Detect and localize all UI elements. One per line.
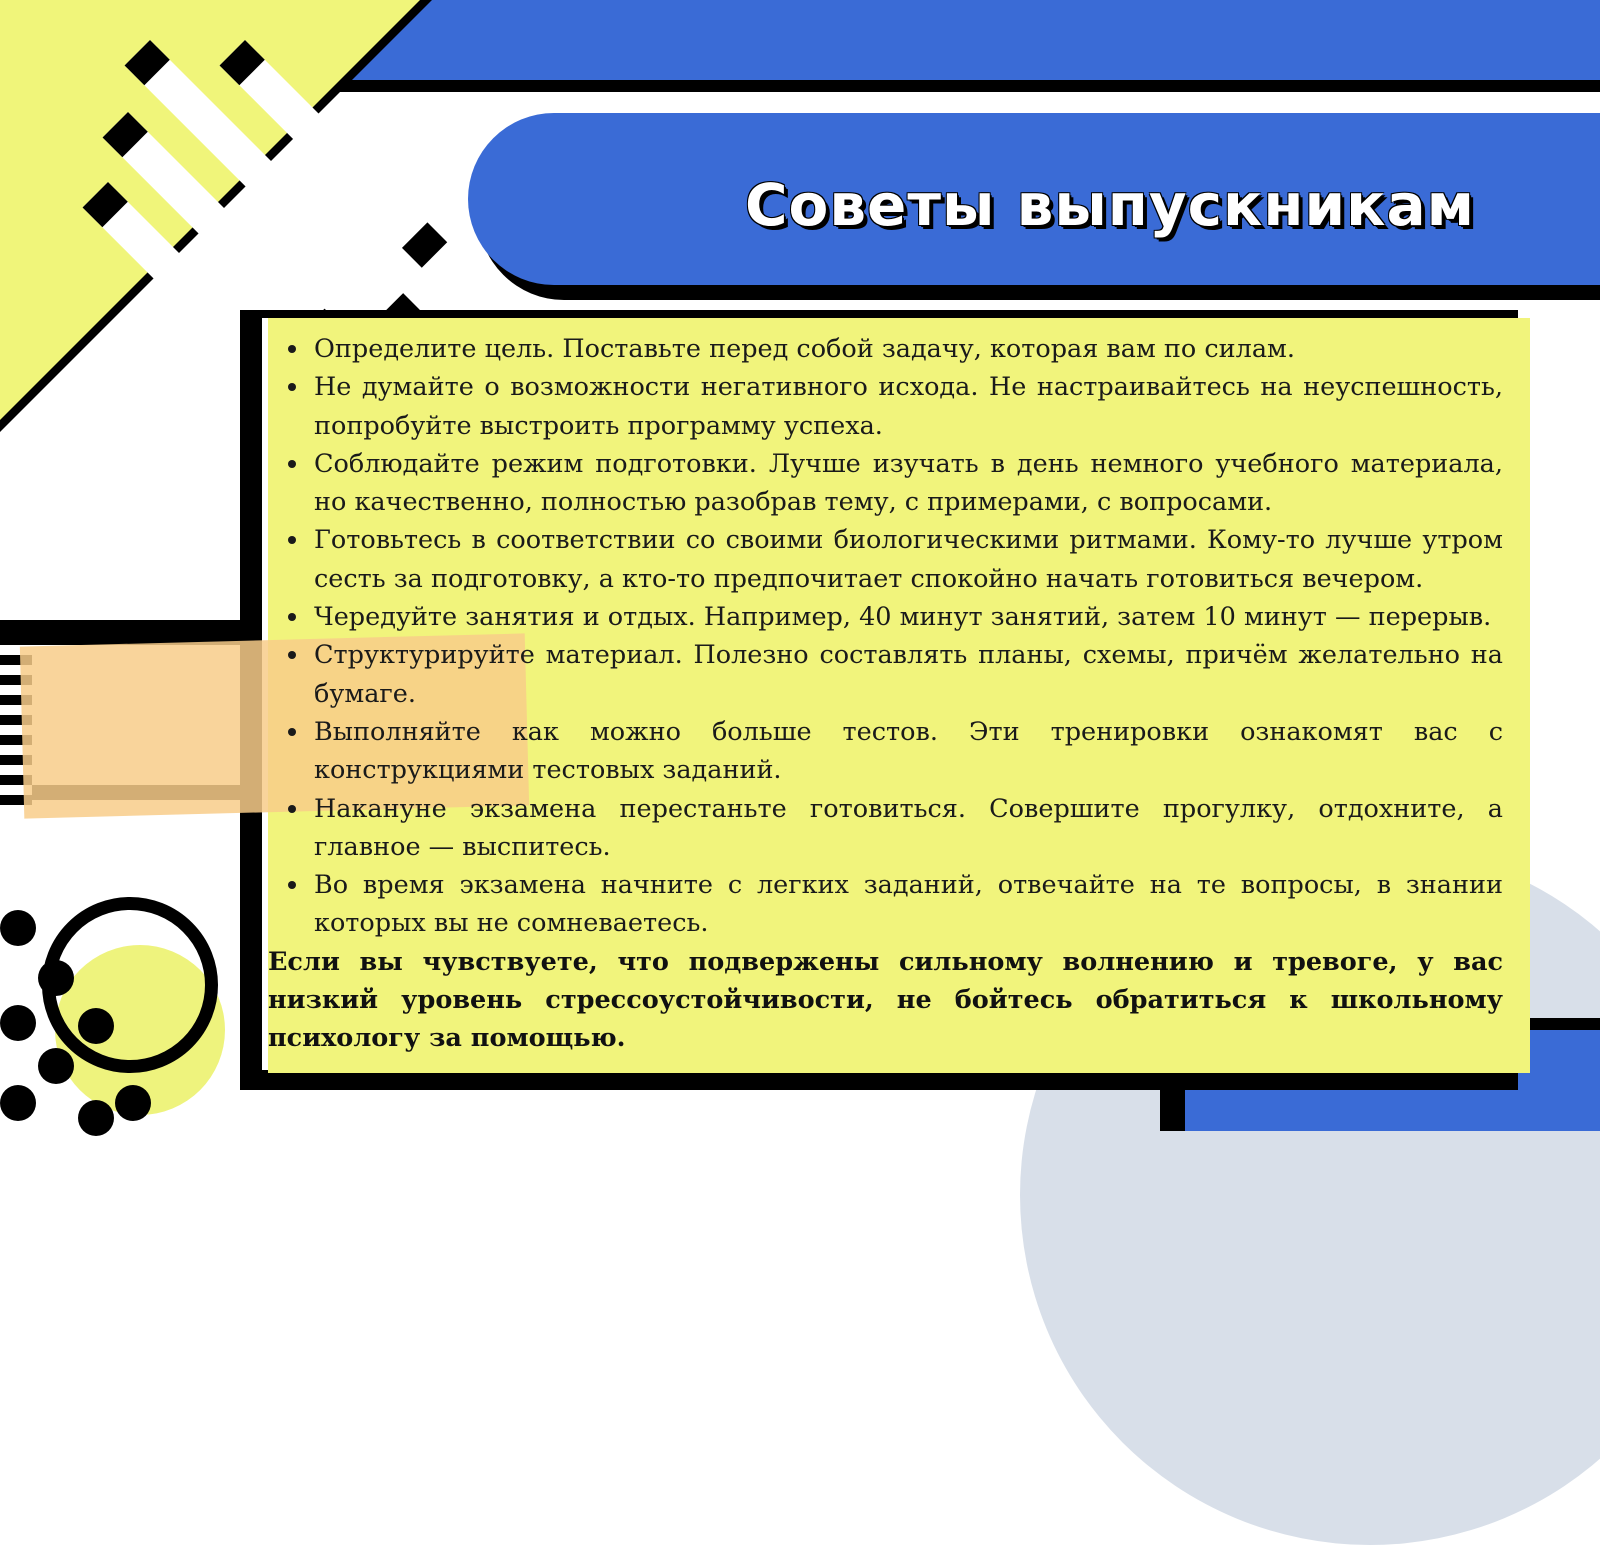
dot-decoration <box>0 1085 36 1121</box>
dot-decoration <box>38 1048 74 1084</box>
dot-decoration <box>115 1085 151 1121</box>
tip-item: Выполняйте как можно больше тестов. Эти тренировки ознакомят вас с конструкциями тестовых заданий. <box>314 713 1503 790</box>
tip-item: Соблюдайте режим подготовки. Лучше изучать в день немного учебного материала, но качественно, полностью разобрав тему, с примерами, с вопросами. <box>314 445 1503 522</box>
tip-item: Во время экзамена начните с легких заданий, отвечайте на те вопросы, в знании которых вы не сомневаетесь. <box>314 866 1503 943</box>
tip-item: Чередуйте занятия и отдых. Например, 40 минут занятий, затем 10 минут — перерыв. <box>314 598 1503 636</box>
tip-item: Не думайте о возможности негативного исхода. Не настраивайтесь на неуспешность, попробуйте выстроить программу успеха. <box>314 368 1503 445</box>
dot-decoration <box>38 960 74 996</box>
dot-decoration <box>78 1008 114 1044</box>
page-title: Советы выпускникам <box>744 171 1476 239</box>
dot-decoration <box>0 1005 36 1041</box>
tip-item: Готовьтесь в соответствии со своими биологическими ритмами. Кому-то лучше утром сесть за подготовку, а кто-то предпочитает спокойно начать готовиться вечером. <box>314 521 1503 598</box>
tip-item: Накануне экзамена перестаньте готовиться. Совершите прогулку, отдохните, а главное — выспитесь. <box>314 790 1503 867</box>
tips-list <box>268 330 1503 943</box>
tip-item: Структурируйте материал. Полезно составлять планы, схемы, причём желательно на бумаге. <box>314 636 1503 713</box>
tips-content <box>268 330 1503 1058</box>
dot-decoration <box>0 910 36 946</box>
top-blue-band <box>350 0 1600 80</box>
tip-item: Определите цель. Поставьте перед собой задачу, которая вам по силам. <box>314 330 1503 368</box>
psychologist-advice: Если вы чувствуете, что подвержены сильному волнению и тревоге, у вас низкий уровень стрессоустойчивости, не бойтесь обратиться к школьному психологу за помощью. <box>268 946 1503 1054</box>
